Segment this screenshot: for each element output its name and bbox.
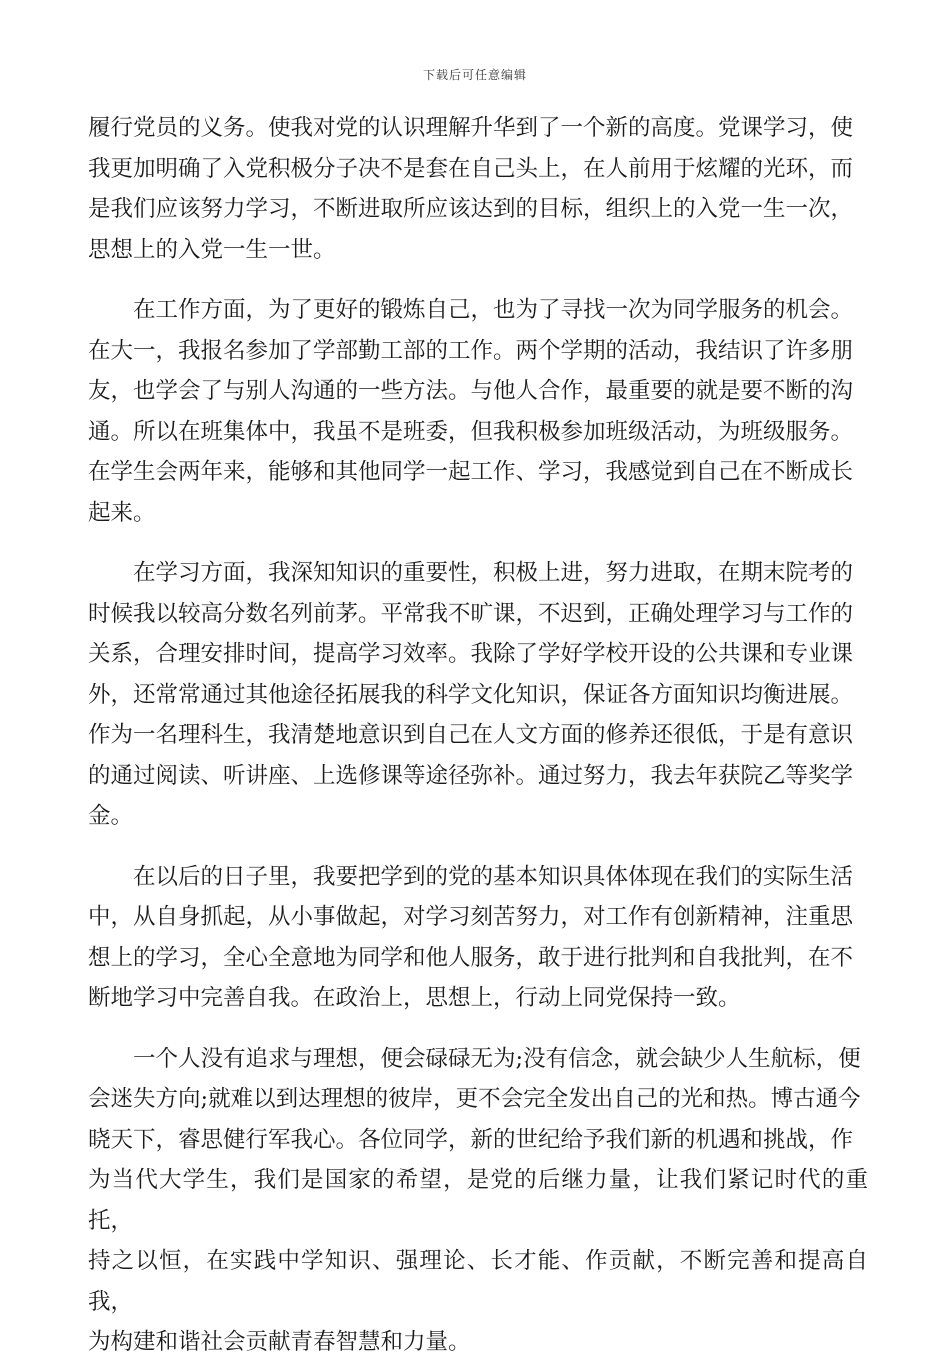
paragraph: 在工作方面，为了更好的锻炼自己，也为了寻找一次为同学服务的机会。 在大一，我报名参加了学部勤工部的工作。两个学期的活动，我结识了许多朋 友，也学会了与别人沟通的一些方法。与他人合作，最重要的就是要不断的沟 通。所以在班集体中，我虽不是班委，但我积极参加班级活动，为班级服务。 在学生会两年来，能够和其他同学一起工作、学习，我感觉到自己在不断成长 起来。: [88, 297, 854, 526]
paragraph: 履行党员的义务。使我对党的认识理解升华到了一个新的高度。党课学习，使 我更加明确了入党积极分子决不是套在自己头上，在人前用于炫耀的光环，而 是我们应该努力学习，不断进取所应该达到的目标，组织上的入党一生一次， 思想上的入党一生一世。: [88, 115, 854, 263]
page-header: 下载后可任意编辑: [422, 68, 527, 82]
document-body: [88, 108, 868, 1363]
paragraph: 一个人没有追求与理想，便会碌碌无为;没有信念，就会缺少人生航标，便 会迷失方向;就难以到达理想的彼岸，更不会完全发出自己的光和热。博古通今 晓天下，睿思健行军我心。各位同学，新的世纪给予我们新的机遇和挑战，作 为当代大学生，我们是国家的希望，是党的后继力量，让我们紧记时代的重托， 持之以恒，在实践中学知识、强理论、长才能、作贡献，不断完善和提高自我， 为构建和谐社会贡献青春智慧和力量。: [88, 1045, 868, 1355]
paragraph: 在学习方面，我深知知识的重要性，积极上进，努力进取，在期末院考的 时候我以较高分数名列前茅。平常我不旷课，不迟到，正确处理学习与工作的 关系，合理安排时间，提高学习效率。我除了学好学校开设的公共课和专业课 外，还常常通过其他途径拓展我的科学文化知识，保证各方面知识均衡进展。 作为一名理科生，我清楚地意识到自己在人文方面的修养还很低，于是有意识 的通过阅读、听讲座、上选修课等途径弥补。通过努力，我去年获院乙等奖学 金。: [88, 560, 854, 829]
paragraph: 在以后的日子里，我要把学到的党的基本知识具体体现在我们的实际生活 中，从自身抓起，从小事做起，对学习刻苦努力，对工作有创新精神，注重思 想上的学习，全心全意地为同学和他人服务，敢于进行批判和自我批判，在不 断地学习中完善自我。在政治上，思想上，行动上同党保持一致。: [88, 863, 854, 1011]
